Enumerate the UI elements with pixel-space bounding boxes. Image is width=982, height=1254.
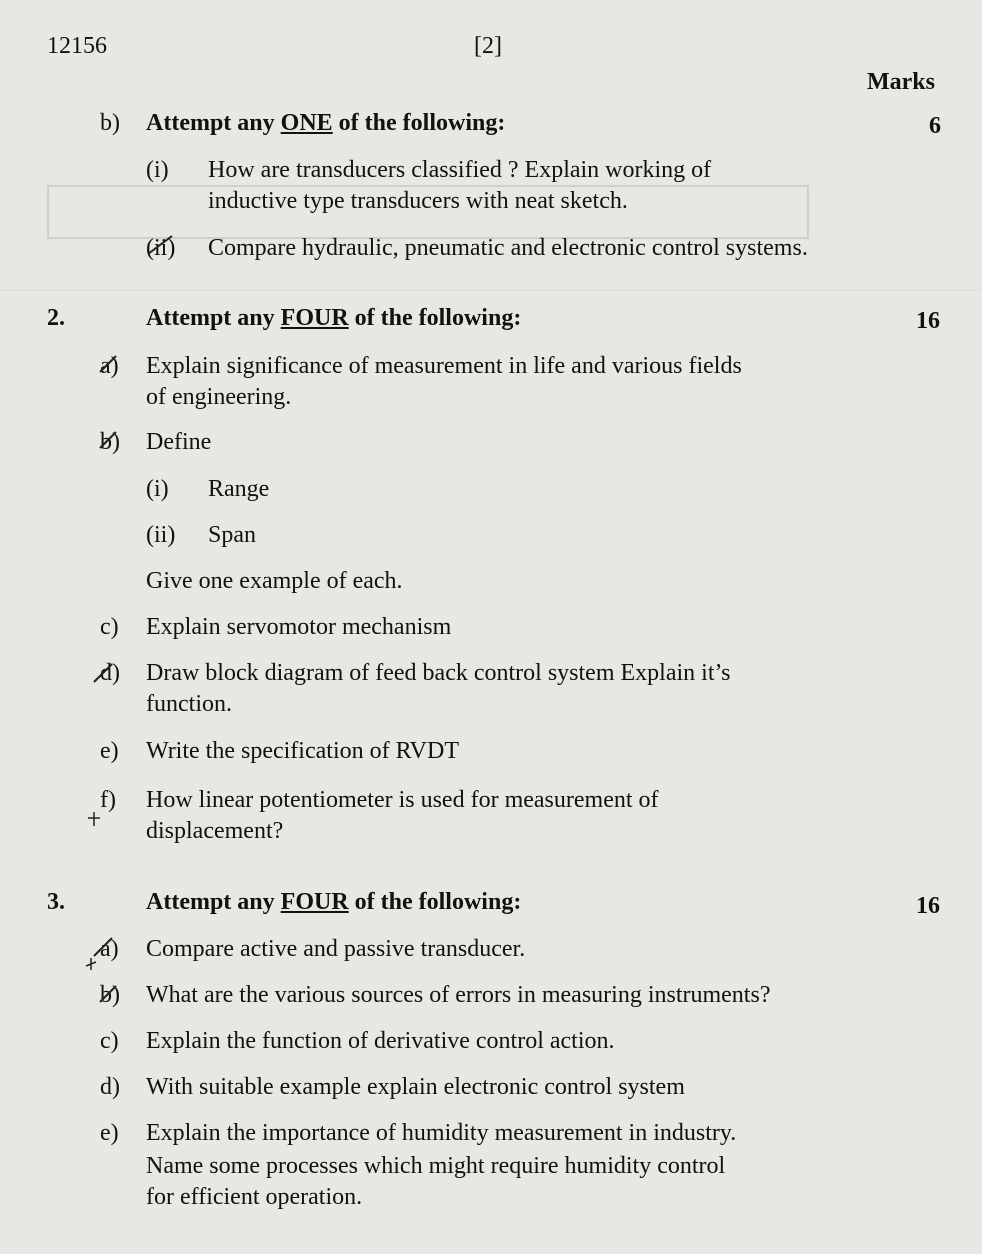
q2-instruction: Attempt any FOUR of the following: — [146, 305, 522, 331]
q3a-text: Compare active and passive transducer. — [146, 936, 526, 962]
q2e-label: e) — [100, 738, 119, 764]
pen-strike-q2d — [94, 664, 112, 682]
q3c-label: c) — [100, 1028, 119, 1054]
pen-strike-q2a — [100, 356, 116, 372]
q3e-line1: Explain the importance of humidity measurement in industry. — [146, 1120, 737, 1146]
q2b-note: Give one example of each. — [146, 568, 403, 594]
marks-heading: Marks — [867, 69, 935, 95]
q3c-text: Explain the function of derivative control action. — [146, 1028, 615, 1054]
q3e-line2: Name some processes which might require humidity control — [146, 1153, 726, 1179]
q1b-item-ii-text: Compare hydraulic, pneumatic and electronic control systems. — [208, 235, 808, 261]
q3-number: 3. — [47, 889, 65, 915]
q2-number: 2. — [47, 305, 65, 331]
pen-strike-q1b-ii — [148, 236, 172, 254]
q3-instruction: Attempt any FOUR of the following: — [146, 889, 522, 915]
q2c-label: c) — [100, 614, 119, 640]
q2d-line1: Draw block diagram of feed back control system Explain it’s — [146, 660, 731, 686]
q2b-sub-i-text: Range — [208, 476, 270, 502]
q1b-item-i-number: (i) — [146, 157, 169, 183]
pen-strike-q3b — [100, 986, 116, 1002]
pen-strike-q2b — [100, 432, 116, 448]
q2c-text: Explain servomotor mechanism — [146, 614, 452, 640]
q1b-instruction-emphasis: ONE — [280, 110, 333, 136]
q2f-line1: How linear potentiometer is used for measurement of — [146, 787, 659, 813]
q2d-line2: function. — [146, 691, 232, 717]
q3d-label: d) — [100, 1074, 120, 1100]
q1b-item-i-line2: inductive type transducers with neat sketch. — [208, 188, 628, 214]
pen-cross-q3a — [86, 958, 96, 970]
q1b-marks: 6 — [929, 113, 941, 139]
q3e-line3: for efficient operation. — [146, 1184, 363, 1210]
q3-marks: 16 — [916, 893, 940, 919]
q2b-sub-ii-number: (ii) — [146, 522, 176, 548]
q3d-text: With suitable example explain electronic control system — [146, 1074, 685, 1100]
q2b-label: b) — [100, 429, 120, 455]
q1b-label: b) — [100, 110, 120, 136]
q1b-instruction: Attempt any ONE of the following: — [146, 110, 506, 136]
q3b-label: b) — [100, 982, 120, 1008]
q2b-sub-ii-text: Span — [208, 522, 256, 548]
q3b-text: What are the various sources of errors in measuring instruments? — [146, 982, 771, 1008]
pen-strike-q3a — [94, 938, 112, 956]
page-number: [2] — [474, 33, 502, 59]
q1b-item-ii-number: (ii) — [146, 235, 176, 261]
q2b-text: Define — [146, 429, 212, 455]
paper-code: 12156 — [47, 33, 107, 59]
q2-instruction-emphasis: FOUR — [280, 305, 349, 331]
q2a-label: a) — [100, 353, 119, 379]
q1b-item-i-line1: How are transducers classified ? Explain working of — [208, 157, 712, 183]
q3a-label: a) — [100, 936, 119, 962]
q2a-line2: of engineering. — [146, 384, 292, 410]
q2f-line2: displacement? — [146, 818, 284, 844]
q2d-label: d) — [100, 660, 120, 686]
q2b-sub-i-number: (i) — [146, 476, 169, 502]
q3e-label: e) — [100, 1120, 119, 1146]
q2-marks: 16 — [916, 308, 940, 334]
q3-instruction-emphasis: FOUR — [280, 889, 349, 915]
q2f-label: f) — [100, 787, 116, 813]
q2e-text: Write the specification of RVDT — [146, 738, 460, 764]
q2a-line1: Explain significance of measurement in life and various fields — [146, 353, 742, 379]
pen-cross-q2f — [88, 812, 100, 826]
